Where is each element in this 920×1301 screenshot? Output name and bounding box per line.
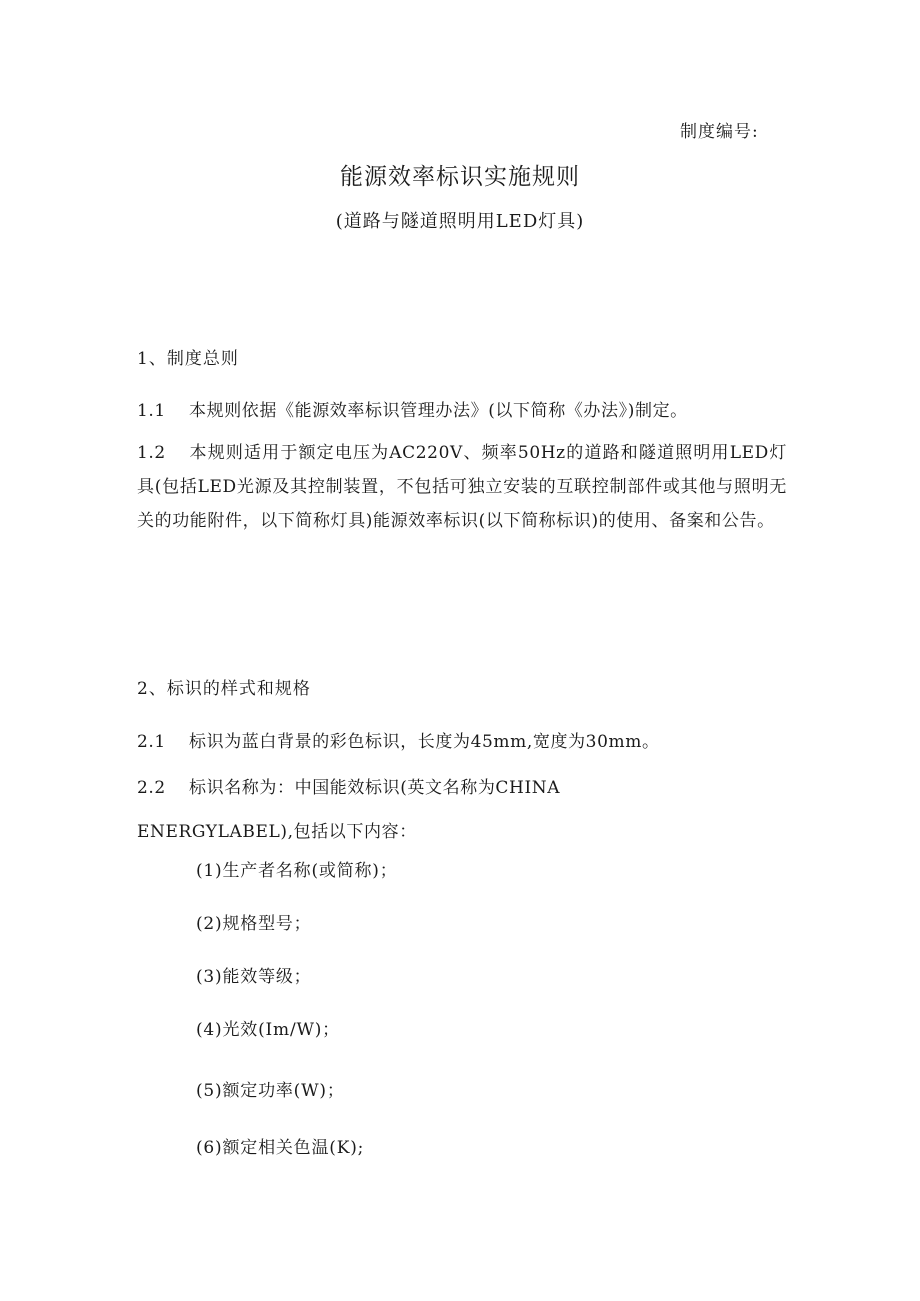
list-item: (4)光效(Im/W)； (196, 1020, 340, 1040)
list-item: (3)能效等级； (196, 967, 312, 987)
document-number-label: 制度编号: (680, 122, 759, 142)
clause-2-1 (137, 725, 787, 759)
list-item: (2)规格型号； (196, 914, 312, 934)
section-heading-1: 1、制度总则 (137, 349, 239, 369)
clause-number: 2.1 (137, 732, 166, 752)
clause-text: 标识为蓝白背景的彩色标识，长度为45mm,宽度为30mm。 (189, 732, 660, 752)
document-subtitle: (道路与隧道照明用LED灯具) (335, 211, 585, 232)
clause-text: 标识名称为：中国能效标识(英文名称为CHINA (189, 778, 561, 798)
section-heading-2: 2、标识的样式和规格 (137, 679, 311, 699)
clause-1-1 (137, 394, 787, 428)
document-title: 能源效率标识实施规则 (340, 164, 580, 190)
clause-2-2-continuation: ENERGYLABEL),包括以下内容： (137, 822, 417, 842)
clause-number: 1.2 (137, 443, 166, 463)
list-item: (1)生产者名称(或简称)； (196, 861, 398, 881)
clause-number: 2.2 (137, 778, 166, 798)
list-item: (6)额定相关色温(K); (196, 1138, 365, 1158)
list-item: (5)额定功率(W)； (196, 1081, 345, 1101)
clause-number: 1.1 (137, 401, 166, 421)
clause-text: 本规则依据《能源效率标识管理办法》(以下简称《办法》)制定。 (189, 401, 688, 421)
clause-2-2 (137, 773, 560, 798)
clause-text: 本规则适用于额定电压为AC220V、频率50Hz的道路和隧道照明用LED灯具(包括LED光源及其控制装置，不包括可独立安装的互联控制部件或其他与照明无关的功能附件，以下简称灯具)能源效率标识(以下简称标识)的使用、备案和公告。 (137, 443, 787, 531)
clause-1-2 (137, 436, 787, 538)
